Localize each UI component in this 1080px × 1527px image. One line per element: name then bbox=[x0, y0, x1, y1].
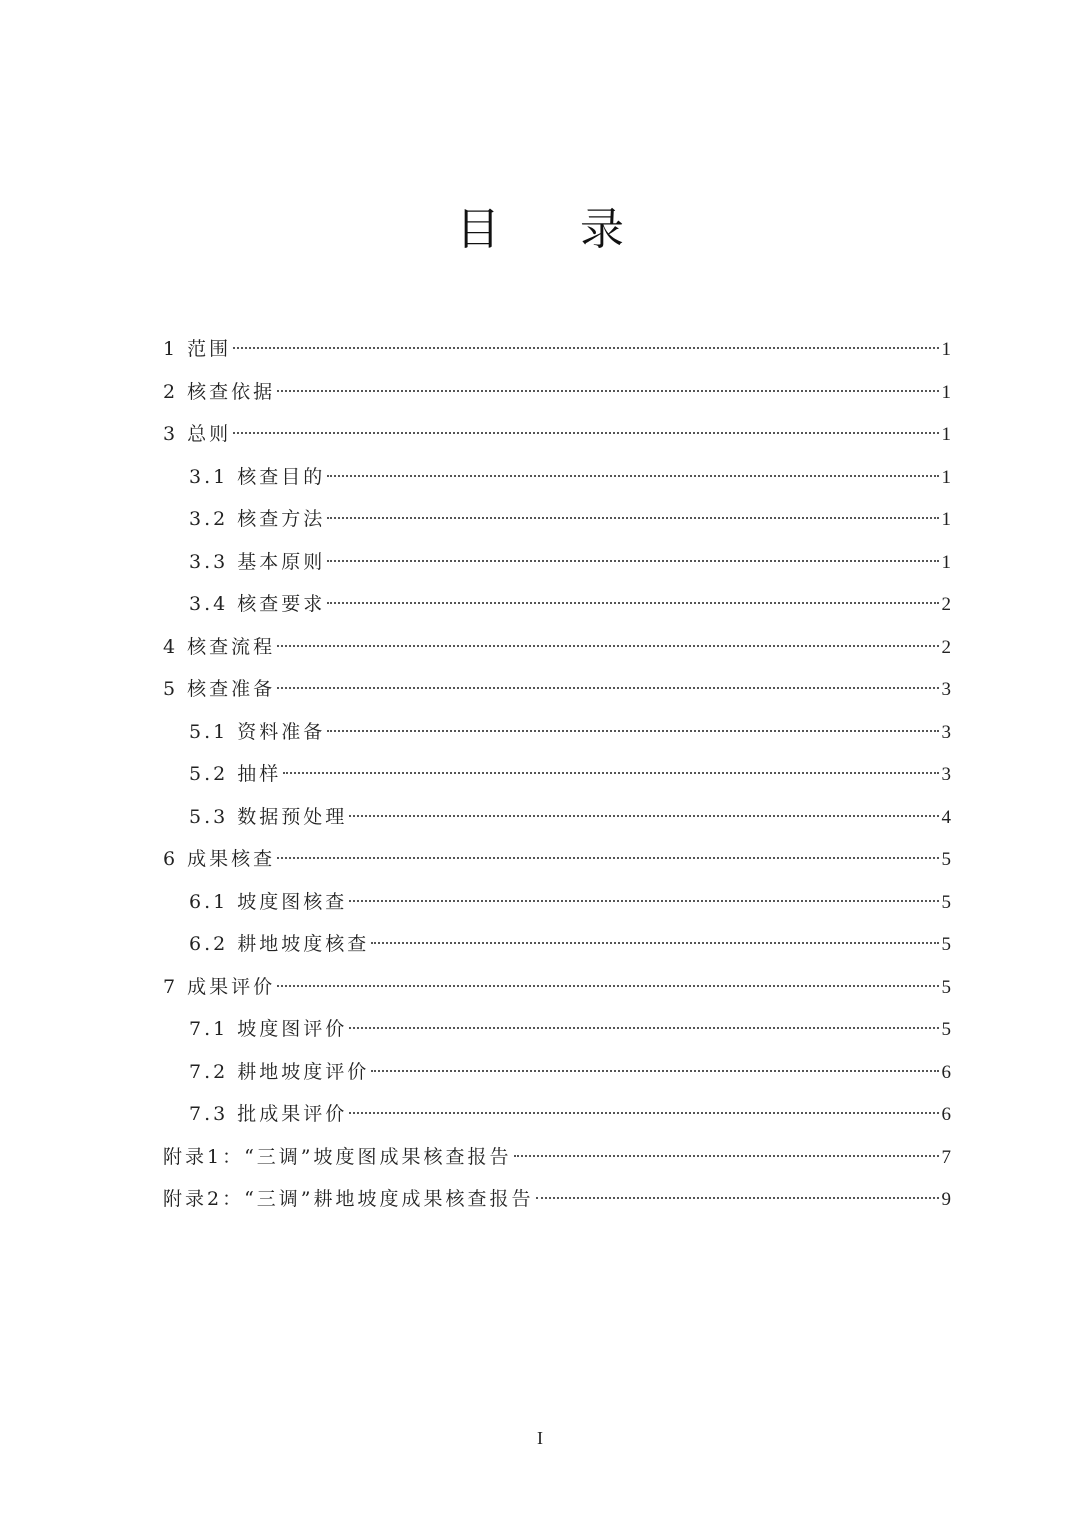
toc-entry[interactable] bbox=[163, 1178, 951, 1221]
toc-entry-label: 4 核查流程 bbox=[163, 635, 276, 658]
toc-entry[interactable] bbox=[163, 966, 951, 1009]
toc-entry-label: 5.1 资料准备 bbox=[189, 720, 326, 743]
toc-entry-page: 2 bbox=[941, 594, 951, 615]
toc-entry-page: 1 bbox=[941, 466, 951, 488]
toc-dot-leader bbox=[514, 1155, 939, 1157]
toc-entry-label: 5.3 数据预处理 bbox=[189, 805, 348, 828]
toc-dot-leader bbox=[277, 687, 938, 689]
toc-entry-page: 5 bbox=[941, 891, 951, 913]
toc-dot-leader bbox=[277, 857, 938, 859]
toc-entry-page: 3 bbox=[941, 764, 951, 785]
toc-dot-leader bbox=[327, 602, 938, 604]
toc-dot-leader bbox=[233, 432, 938, 434]
toc-entry-page: 4 bbox=[941, 806, 951, 828]
toc-entry-label: 7.3 批成果评价 bbox=[189, 1103, 348, 1125]
toc-entry-page: 1 bbox=[941, 509, 951, 530]
toc-entry-label: 3 总则 bbox=[163, 423, 232, 445]
toc-entry[interactable] bbox=[163, 668, 951, 711]
toc-entry-page: 3 bbox=[941, 679, 951, 700]
toc-entry[interactable] bbox=[163, 1136, 951, 1179]
toc-entry-page: 2 bbox=[941, 636, 951, 658]
toc-entry-page: 5 bbox=[941, 934, 951, 955]
toc-entry-label: 1 范围 bbox=[163, 338, 232, 360]
toc-entry-label: 3.2 核查方法 bbox=[189, 508, 326, 530]
toc-entry[interactable] bbox=[163, 796, 951, 839]
toc-entry-label: 2 核查依据 bbox=[163, 380, 276, 403]
toc-entry-page: 6 bbox=[941, 1061, 951, 1083]
toc-entry-label: 7.1 坡度图评价 bbox=[189, 1018, 348, 1040]
toc-dot-leader bbox=[349, 1027, 938, 1029]
toc-dot-leader bbox=[349, 1112, 938, 1114]
toc-entry-label: 5.2 抽样 bbox=[189, 763, 282, 785]
toc-entry-label: 3.3 基本原则 bbox=[189, 550, 326, 573]
toc-entry-page: 6 bbox=[941, 1104, 951, 1125]
toc-entry[interactable] bbox=[163, 626, 951, 669]
toc-entry[interactable] bbox=[163, 1093, 951, 1136]
toc-entry[interactable] bbox=[163, 838, 951, 881]
toc-entry-page: 1 bbox=[941, 381, 951, 403]
toc-entry[interactable] bbox=[163, 583, 951, 626]
toc-entry-label: 7.2 耕地坡度评价 bbox=[189, 1060, 370, 1083]
page-number: I bbox=[537, 1428, 543, 1448]
toc-entry[interactable] bbox=[163, 456, 951, 499]
toc-entry-page: 1 bbox=[941, 339, 951, 360]
toc-entry-page: 7 bbox=[941, 1146, 951, 1168]
toc-dot-leader bbox=[349, 900, 938, 902]
toc-dot-leader bbox=[327, 475, 938, 477]
toc-entry-label: 7 成果评价 bbox=[163, 975, 276, 998]
toc-entry-page: 9 bbox=[941, 1189, 951, 1210]
toc-entry-label: 6.1 坡度图核查 bbox=[189, 890, 348, 913]
toc-entry-page: 1 bbox=[941, 424, 951, 445]
toc-dot-leader bbox=[371, 1070, 938, 1072]
toc-entry-page: 1 bbox=[941, 551, 951, 573]
toc-entry[interactable] bbox=[163, 498, 951, 541]
toc-entry[interactable] bbox=[163, 328, 951, 371]
toc-dot-leader bbox=[277, 985, 938, 987]
toc-dot-leader bbox=[233, 347, 938, 349]
toc-dot-leader bbox=[283, 772, 938, 774]
toc-entry-label: 附录2：“三调”耕地坡度成果核查报告 bbox=[163, 1188, 534, 1210]
toc-dot-leader bbox=[327, 517, 938, 519]
toc-entry[interactable] bbox=[163, 923, 951, 966]
toc-dot-leader bbox=[536, 1197, 939, 1199]
toc-dot-leader bbox=[349, 815, 938, 817]
toc-entry-page: 5 bbox=[941, 849, 951, 870]
table-of-contents bbox=[163, 328, 951, 1221]
toc-entry[interactable] bbox=[163, 753, 951, 796]
toc-entry[interactable] bbox=[163, 1008, 951, 1051]
toc-entry[interactable] bbox=[163, 541, 951, 584]
page-title: 目录 bbox=[456, 204, 704, 255]
toc-entry-page: 5 bbox=[941, 1019, 951, 1040]
toc-entry[interactable] bbox=[163, 881, 951, 924]
toc-entry-page: 3 bbox=[941, 721, 951, 743]
toc-dot-leader bbox=[327, 730, 938, 732]
toc-entry-label: 3.4 核查要求 bbox=[189, 593, 326, 615]
toc-entry[interactable] bbox=[163, 413, 951, 456]
toc-dot-leader bbox=[327, 560, 938, 562]
toc-entry-label: 附录1：“三调”坡度图成果核查报告 bbox=[163, 1145, 512, 1168]
toc-dot-leader bbox=[277, 645, 938, 647]
toc-entry-page: 5 bbox=[941, 976, 951, 998]
toc-entry-label: 3.1 核查目的 bbox=[189, 465, 326, 488]
toc-entry[interactable] bbox=[163, 371, 951, 414]
toc-dot-leader bbox=[371, 942, 938, 944]
toc-entry[interactable] bbox=[163, 711, 951, 754]
toc-entry-label: 5 核查准备 bbox=[163, 678, 276, 700]
toc-dot-leader bbox=[277, 390, 938, 392]
toc-entry-label: 6.2 耕地坡度核查 bbox=[189, 933, 370, 955]
toc-entry-label: 6 成果核查 bbox=[163, 848, 276, 870]
toc-entry[interactable] bbox=[163, 1051, 951, 1094]
